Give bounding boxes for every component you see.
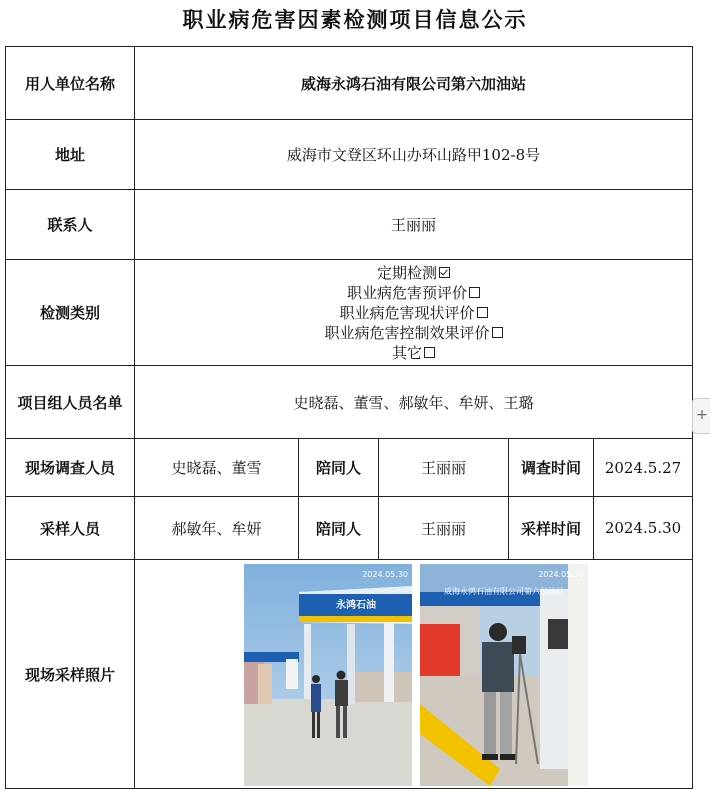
- photos-cell: [135, 560, 693, 789]
- label-survey: 现场调查人员: [6, 439, 135, 497]
- photo2-timestamp: 2024.05.30: [538, 570, 584, 579]
- label-team: 项目组人员名单: [6, 366, 135, 439]
- value-unit: 威海永鸿石油有限公司第六加油站: [135, 47, 693, 120]
- option-pre-evaluation: [135, 283, 692, 303]
- label-category: 检测类别: [6, 260, 135, 366]
- station-front-image: [244, 564, 412, 786]
- page-title: 职业病危害因素检测项目信息公示: [182, 7, 528, 32]
- value-sampling: 郝敏年、牟妍: [135, 497, 299, 560]
- label-sampling-escort: 陪同人: [299, 497, 379, 560]
- photo2-company-watermark: 威海永鸿石油有限公司第六加油站: [444, 587, 564, 596]
- label-survey-time: 调查时间: [509, 439, 594, 497]
- value-address: 威海市文登区环山办环山路甲102-8号: [135, 120, 693, 190]
- option-other: [135, 343, 692, 363]
- row-address: [6, 120, 693, 190]
- label-photos: 现场采样照片: [6, 560, 135, 789]
- label-survey-escort: 陪同人: [299, 439, 379, 497]
- photo1-timestamp: 2024.05.30: [362, 570, 408, 579]
- option-control-evaluation-label: 职业病危害控制效果评价: [324, 323, 490, 342]
- value-survey-time: 2024.5.27: [594, 439, 693, 497]
- checkbox-pre-evaluation[interactable]: [469, 287, 480, 298]
- option-other-label: 其它: [391, 343, 422, 362]
- station-sign-text: 永鸿石油: [336, 600, 376, 611]
- value-sampling-time: 2024.5.30: [594, 497, 693, 560]
- checkbox-control-evaluation[interactable]: [492, 327, 503, 338]
- row-survey: [6, 439, 693, 497]
- row-unit: [6, 47, 693, 120]
- label-sampling: 采样人员: [6, 497, 135, 560]
- value-contact: 王丽丽: [135, 190, 693, 260]
- option-status-evaluation: [135, 303, 692, 323]
- option-periodic-label: 定期检测: [376, 263, 437, 282]
- label-address: 地址: [6, 120, 135, 190]
- label-unit: 用人单位名称: [6, 47, 135, 120]
- checkbox-other[interactable]: [424, 347, 435, 358]
- site-photo-sampling: [420, 564, 588, 786]
- value-survey-escort: 王丽丽: [379, 439, 509, 497]
- site-photo-station-front: [244, 564, 412, 786]
- value-team: 史晓磊、董雪、郝敏年、牟妍、王璐: [135, 366, 693, 439]
- option-pre-evaluation-label: 职业病危害预评价: [346, 283, 467, 302]
- option-periodic: [135, 263, 692, 283]
- option-status-evaluation-label: 职业病危害现状评价: [339, 303, 475, 322]
- row-photos: [6, 560, 693, 789]
- row-contact: [6, 190, 693, 260]
- row-team: [6, 366, 693, 439]
- row-category: [6, 260, 693, 366]
- info-table: [5, 46, 693, 789]
- row-sampling: [6, 497, 693, 560]
- value-survey: 史晓磊、董雪: [135, 439, 299, 497]
- category-options: [135, 260, 693, 366]
- option-control-evaluation: [135, 323, 692, 343]
- value-sampling-escort: 王丽丽: [379, 497, 509, 560]
- side-expand-button[interactable]: +: [692, 398, 710, 434]
- sampling-image: [420, 564, 588, 786]
- label-contact: 联系人: [6, 190, 135, 260]
- checkbox-status-evaluation[interactable]: [477, 307, 488, 318]
- checkbox-periodic[interactable]: [439, 267, 450, 278]
- label-sampling-time: 采样时间: [509, 497, 594, 560]
